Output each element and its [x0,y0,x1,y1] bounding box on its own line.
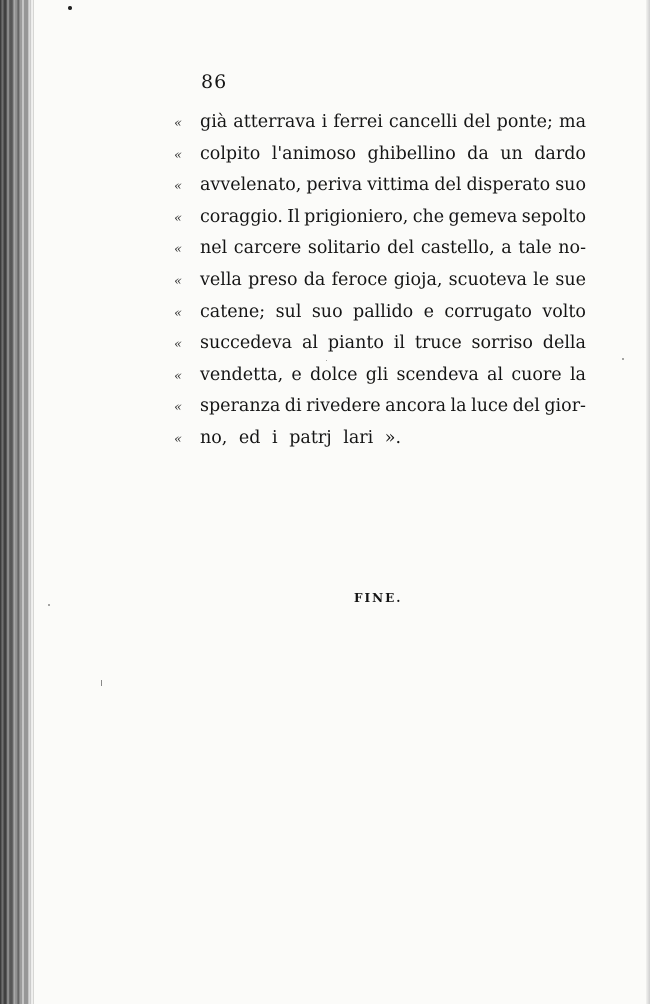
word: dardo [534,143,586,164]
word: e [291,364,302,385]
line-text [200,144,586,164]
word: avvelenato, [200,175,302,196]
word: sepolto [521,206,586,227]
paper-speck [326,360,327,361]
line-text: no, ed i patrj lari ». [200,427,402,448]
word: disperato [466,175,551,196]
text-line [174,270,586,302]
text-line [174,428,586,460]
word: la [569,364,586,385]
text-line [174,238,586,270]
word: no- [558,238,586,259]
page-number: 86 [201,71,228,93]
quote-mark: « [174,179,182,195]
word: a [501,238,512,259]
text-line [174,396,586,428]
word: suo [555,175,586,196]
word: nel [200,238,228,259]
word: sorriso [471,333,533,354]
word: da [303,269,326,290]
word: l'animoso [271,143,357,164]
line-text [200,238,586,258]
word: cancelli [388,112,458,132]
line-text [200,365,586,385]
word: da [467,143,489,164]
word: solitario [307,238,381,259]
word: della [542,333,586,354]
word: un [500,143,523,164]
word: la [450,396,467,417]
quote-mark: « [174,147,182,163]
word: atterrava [233,112,316,132]
line-text [200,396,586,416]
word: del [387,238,415,259]
word: dolce [310,364,358,385]
quote-mark: « [174,368,182,384]
quote-mark: « [174,273,182,289]
word: truce [414,333,462,354]
word: feroce [331,269,388,290]
word: al [301,333,318,354]
line-text [200,112,586,132]
word: i [321,112,328,132]
word: del [434,175,462,196]
word: sue [555,269,586,290]
paper-speck [101,680,102,686]
word: scendeva [396,364,479,385]
quote-mark: « [174,116,182,131]
text-line [174,144,586,176]
text-line [174,175,586,207]
text-line [174,207,586,239]
word: succedeva [200,333,293,354]
word: già [200,112,228,132]
word: che [412,206,445,227]
word: gemeva [448,206,518,227]
text-line [174,112,586,144]
text-line [174,302,586,334]
word: prigioniero, [304,206,409,227]
quote-mark: « [174,431,182,447]
ink-dot [68,6,72,10]
word: volto [542,301,586,322]
word: carcere [233,238,302,259]
text-line [174,333,586,365]
word: pallido [353,301,414,322]
word: gli [365,364,389,385]
quote-mark: « [174,242,182,258]
word: suo [311,301,343,322]
word: coraggio. [200,206,283,227]
word: del [463,112,491,132]
quote-mark: « [174,337,182,353]
word: al [487,364,504,385]
word: e [423,301,434,322]
line-text [200,175,586,195]
word: tale [518,238,552,259]
word: corrugato [444,301,532,322]
word: ghibellino [367,143,456,164]
word: del [512,396,540,417]
word: Il [287,206,300,227]
word: ma [558,112,586,132]
page-right-edge [646,0,650,1004]
line-text [200,302,586,322]
word: ancora [385,396,447,417]
word: speranza [200,396,281,417]
body-text [174,112,586,460]
word: il [393,333,405,354]
paper-speck [622,358,624,360]
line-text [200,270,586,290]
word: gior- [544,396,586,417]
word: ponte; [496,112,553,132]
word: vendetta, [200,364,284,385]
word: di [284,396,302,417]
text-line [174,365,586,397]
word: sul [275,301,302,322]
quote-mark: « [174,400,182,416]
word: preso [248,269,298,290]
word: scuoteva [448,269,527,290]
paper-speck [48,604,50,606]
line-text [200,207,586,227]
word: gioja, [393,269,443,290]
word: vella [200,269,242,290]
word: pianto [327,333,384,354]
word: ferrei [333,112,383,132]
word: cuore [511,364,562,385]
word: vittima [367,175,430,196]
word: le [533,269,550,290]
word: luce [471,396,509,417]
quote-mark: « [174,305,182,321]
word: rivedere [306,396,381,417]
quote-mark: « [174,210,182,226]
word: colpito [200,143,261,164]
word: catene; [200,301,266,322]
word: periva [306,175,363,196]
book-spine-texture [0,0,34,1004]
word: castello, [420,238,495,259]
line-text [200,333,586,353]
end-mark: FINE. [354,591,403,605]
